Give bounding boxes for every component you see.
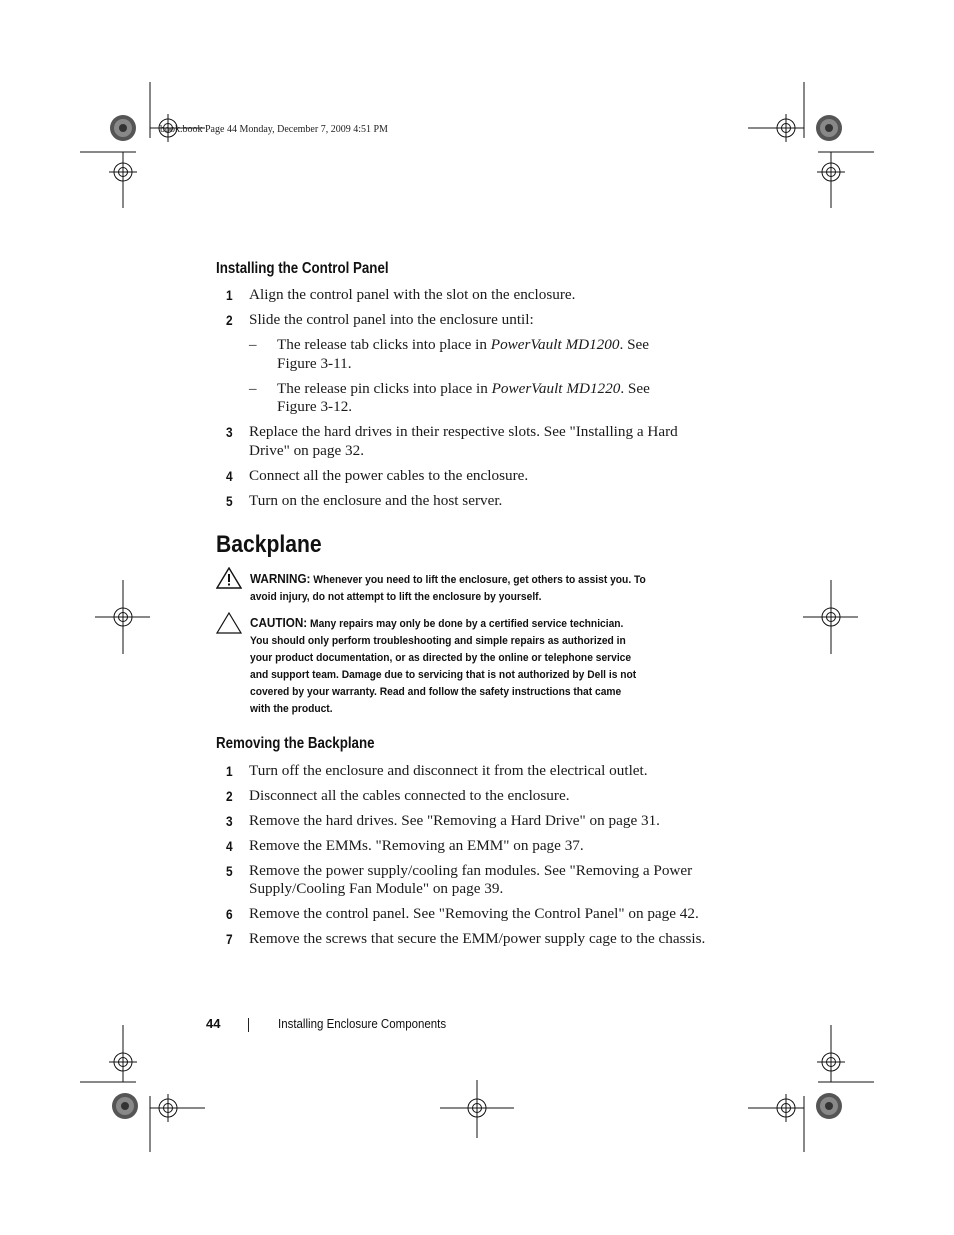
print-header: book.book Page 44 Monday, December 7, 2009 4:51 PM [160,124,388,135]
step-text: Remove the screws that secure the EMM/power supply cage to the chassis. [249,930,706,947]
footer-chapter-title: Installing Enclosure Components [278,1017,447,1031]
warning-text: WARNING: Whenever you need to lift the enclosure, get others to assist you. To avoid injury, do not attempt to lift the enclosure by yourself. [250,571,646,603]
sub-item-text: The release tab clicks into place in PowerVault MD1200. See [277,336,649,353]
step-number: 4 [226,838,233,854]
step-text: Remove the hard drives. See "Removing a Hard Drive" on page 31. [249,812,660,829]
step-text: Turn on the enclosure and the host server. [249,492,503,509]
step-number: 3 [226,424,233,440]
caution-text: CAUTION: Many repairs may only be done by a certified service technician. You should only perform troubleshooting and simple repairs as authorized in your product documentation, or as directed by the online or telephone service and support team. Damage due to servicing that is not authorized by Dell is not covered by your warranty. Read and follow the safety instructions that came with the product. [250,615,637,715]
step-number: 1 [226,763,233,779]
step-number: 4 [226,468,233,484]
step-number: 3 [226,813,233,829]
warning-label: WARNING: [250,571,311,586]
section-heading-removing-backplane: Removing the Backplane [216,735,375,752]
section-heading-backplane: Backplane [216,531,322,558]
section-heading-installing-control-panel: Installing the Control Panel [216,260,389,277]
step-text: Slide the control panel into the enclosure until: [249,311,534,328]
step-text: Remove the power supply/cooling fan modules. See "Removing a Power [249,862,693,879]
step-number: 5 [226,493,233,509]
step-text: Replace the hard drives in their respective slots. See "Installing a Hard [249,423,678,440]
sub-item-dash: – [249,337,257,353]
sub-item-text-cont: Figure 3-12. [277,398,353,415]
page-number: 44 [206,1016,221,1031]
step-text: Remove the EMMs. "Removing an EMM" on page 37. [249,837,584,854]
step-text: Align the control panel with the slot on the enclosure. [249,286,576,303]
step-text: Disconnect all the cables connected to the enclosure. [249,787,570,804]
step-number: 2 [226,312,233,328]
sub-item-text-cont: Figure 3-11. [277,355,352,372]
sub-item-text: The release pin clicks into place in PowerVault MD1220. See [277,380,650,397]
caution-label: CAUTION: [250,615,308,630]
warning-triangle-icon [216,567,242,589]
step-number: 1 [226,287,233,303]
step-number: 7 [226,931,233,947]
step-number: 6 [226,906,233,922]
step-number: 5 [226,863,233,879]
step-text: Remove the control panel. See "Removing the Control Panel" on page 42. [249,905,699,922]
caution-triangle-icon [216,612,242,634]
footer-divider [248,1018,249,1032]
sub-item-dash: – [249,381,257,397]
step-text: Turn off the enclosure and disconnect it from the electrical outlet. [249,762,648,779]
step-text-cont: Supply/Cooling Fan Module" on page 39. [249,880,504,897]
step-text-cont: Drive" on page 32. [249,442,365,459]
step-number: 2 [226,788,233,804]
step-text: Connect all the power cables to the enclosure. [249,467,529,484]
